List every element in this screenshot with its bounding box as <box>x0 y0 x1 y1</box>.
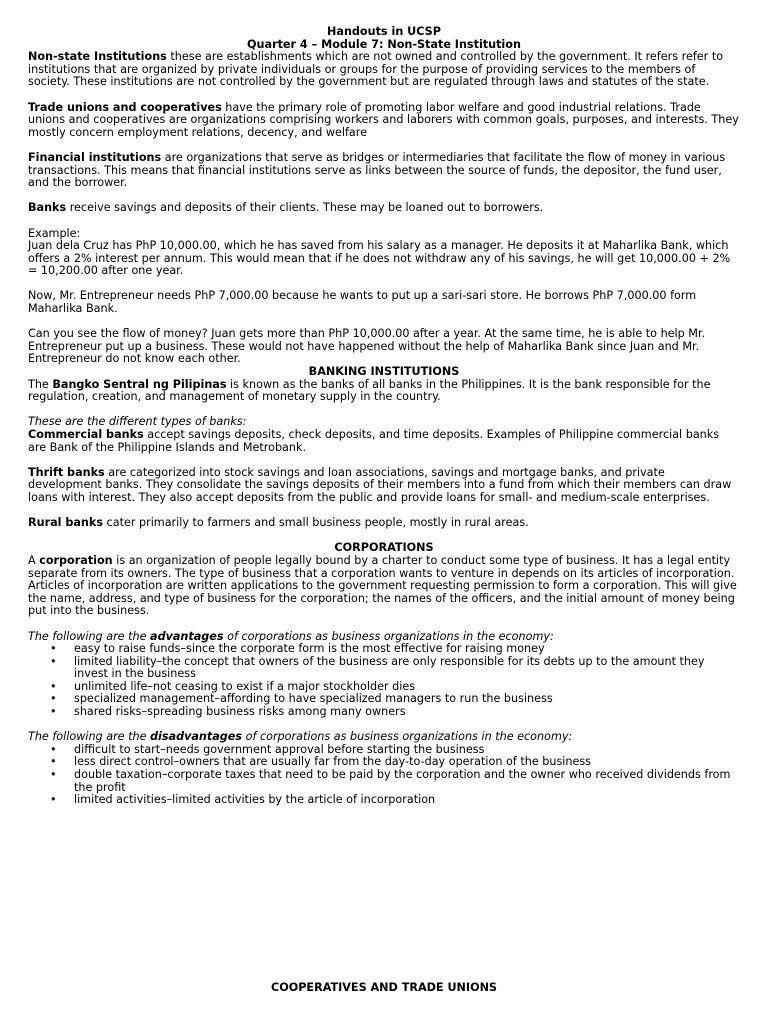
nonstate-text: these are establishments which are not owned and controlled by the government. It refers refer to institutions that are organized by private individuals or groups for the purpose of providing services to the members of society. These institutions are not controlled by the government but are regulated through laws and statutes of the state. <box>28 50 724 89</box>
example-paragraph-1: Juan dela Cruz has PhP 10,000.00, which he has saved from his salary as a manager. He deposits it at Maharlika Bank, which offers a 2% interest per annum. This would mean that if he does not withdraw any of his savings, he will get 10,000.00 + 2% = 10,200.00 after one year. <box>28 239 731 278</box>
financial-term: Financial institutions <box>28 150 162 164</box>
nonstate-term: Non-state Institutions <box>28 50 167 64</box>
trade-text: have the primary role of promoting labor welfare and good industrial relations. Trade unions and cooperatives are organizations comprising workers and laborers with common goals, purposes, and interests. They mostly concern employment relations, decency, and welfare <box>28 100 739 139</box>
advantages-lead-post: of corporations as business organizations in the economy: <box>223 629 554 643</box>
bsp-intro-post: is known as the banks of all banks in the Philippines. It is the bank responsible for the regulation, creation, and management of monetary supply in the country. <box>28 377 711 404</box>
thrift-text: are categorized into stock savings and loan associations, savings and mortgage banks, and private development banks. They consolidate the savings deposits of their members into a fund from which their members can draw loans with interest. They also accept deposits from the public and provide loans for small- and medium-scale enterprises. <box>28 465 732 504</box>
commercial-paragraph <box>28 429 740 454</box>
banks-term: Banks <box>28 201 67 215</box>
example-label: Example: <box>28 226 81 240</box>
disadvantages-lead-pre: The following are the <box>28 730 151 744</box>
disadvantages-term: disadvantages <box>150 730 243 744</box>
example-paragraph-2: Now, Mr. Entrepreneur needs PhP 7,000.00 because he wants to put up a sari-sari store. He borrows PhP 7,000.00 form Maharlika Bank. <box>28 289 697 316</box>
document-title: Handouts in UCSP <box>327 25 441 38</box>
corporation-def-pre: A <box>28 553 40 567</box>
bsp-paragraph <box>28 379 740 404</box>
corporation-definition <box>28 555 740 580</box>
rural-paragraph <box>28 517 740 530</box>
document-subtitle: Quarter 4 – Module 7: Non-State Institution <box>247 37 521 51</box>
advantage-item: • specialized management–affording to have specialized managers to run the business <box>74 693 740 706</box>
nonstate-paragraph <box>28 51 740 89</box>
handout-body <box>28 26 740 807</box>
financial-text: are organizations that serve as bridges or intermediaries that facilitate the flow of money in various transactions. This means that financial institutions serve as links between the source of funds, the depositor, the fund user, and the borrower. <box>28 150 726 190</box>
bsp-intro-pre: The <box>28 377 53 391</box>
banking-heading: BANKING INSTITUTIONS <box>308 365 460 379</box>
banks-text: receive savings and deposits of their clients. These may be loaned out to borrowers. <box>66 201 544 215</box>
disadvantage-item: • double taxation–corporate taxes that need to be paid by the corporation and the owner who received dividends from the profit <box>74 769 740 794</box>
bsp-term: Bangko Sentral ng Pilipinas <box>52 377 227 391</box>
thrift-term: Thrift banks <box>28 465 105 479</box>
cooperatives-heading: COOPERATIVES AND TRADE UNIONS <box>271 981 497 994</box>
advantage-item: • easy to raise funds–since the corporate form is the most effective for raising money <box>74 643 740 656</box>
corporation-term: corporation <box>39 553 113 567</box>
disadvantages-list <box>28 744 740 807</box>
corporations-heading: CORPORATIONS <box>334 541 434 555</box>
trade-term: Trade unions and cooperatives <box>28 100 222 114</box>
advantages-term: advantages <box>150 629 224 643</box>
rural-text: cater primarily to farmers and small business people, mostly in rural areas. <box>103 516 529 530</box>
articles-paragraph: Articles of incorporation are written applications to the government requesting permission to form a corporation. This will give the name, address, and type of business for the corporation; the names of the officers, and the initial amount of money being put into the business. <box>28 579 737 618</box>
advantage-item: • shared risks–spreading business risks among many owners <box>74 706 740 719</box>
example-paragraph-3: Can you see the flow of money? Juan gets more than PhP 10,000.00 after a year. At the same time, he is able to help Mr. Entrepreneur put up a business. These would not have happened without the help of Maharlika Bank since Juan and Mr. Entrepreneur do not know each other. <box>28 327 706 366</box>
advantages-lead-pre: The following are the <box>28 629 151 643</box>
commercial-term: Commercial banks <box>28 428 144 441</box>
advantages-list <box>28 643 740 719</box>
financial-paragraph <box>28 152 740 190</box>
disadvantages-lead <box>28 731 740 744</box>
corporation-def-text: is an organization of people legally bound by a charter to conduct some type of business. It has a legal entity separate from its owners. The type of business that a corporation wants to venture in depends on its articles of incorporation. <box>28 553 735 580</box>
thrift-paragraph <box>28 467 740 505</box>
disadvantages-lead-post: of corporations as business organizations in the economy: <box>242 730 573 744</box>
disadvantage-item: • difficult to start–needs government approval before starting the business <box>74 744 740 757</box>
banks-paragraph <box>28 202 740 215</box>
disadvantage-item: • less direct control–owners that are usually far from the day-to-day operation of the business <box>74 756 740 769</box>
bank-types-lead-text: These are the different types of banks: <box>28 415 247 429</box>
rural-term: Rural banks <box>28 516 103 530</box>
commercial-text: accept savings deposits, check deposits, and time deposits. Examples of Philippine commercial banks are Bank of the Philippine Islands and Metrobank. <box>28 428 720 454</box>
advantage-item: • limited liability–the concept that owners of the business are only responsible for its debts up to the amount they invest in the business <box>74 656 740 681</box>
disadvantage-item: • limited activities–limited activities by the article of incorporation <box>74 794 740 807</box>
advantage-item: • unlimited life–not ceasing to exist if a major stockholder dies <box>74 681 740 694</box>
trade-paragraph <box>28 102 740 140</box>
